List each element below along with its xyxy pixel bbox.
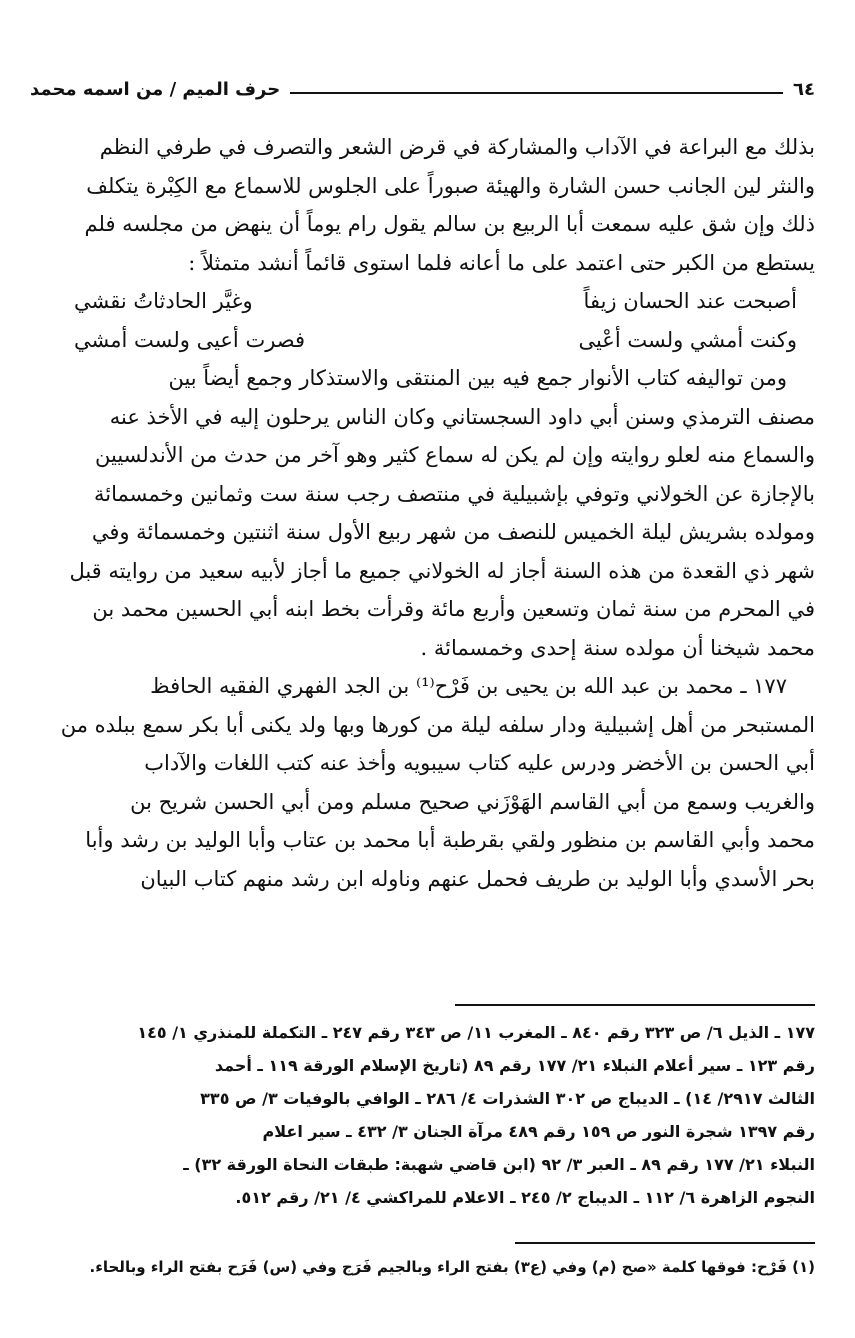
notes-separator [455, 1004, 815, 1006]
text-line: بذلك مع البراعة في الآداب والمشاركة في قرض الشعر والتصرف في طرفي النظم [99, 135, 815, 159]
text-line: والنثر لين الجانب حسن الشارة والهيئة صبوراً على الجلوس للاسماع مع الكِبْرة يتكلف [86, 173, 815, 198]
running-title: حرف الميم / من اسمه محمد [30, 78, 281, 100]
text-line: أبي الحسن بن الأخضر ودرس عليه كتاب سيبويه وأخذ عنه كتب اللغات والآداب [144, 751, 815, 775]
text-line: يستطع من الكبر حتى اعتمد على ما أعانه فلما استوى قائماً أنشد متمثلاً : [188, 250, 815, 275]
running-header [30, 72, 815, 106]
text-line: بحر الأسدي وأبا الوليد بن طريف فحمل عنهم وناوله ابن رشد منهم كتاب البيان [140, 866, 815, 891]
text-line: مصنف الترمذي وسنن أبي داود السجستاني وكان الناس يرحلون إليه في الأخذ عنه [109, 404, 815, 429]
page-number: ٦٤ [793, 78, 815, 100]
footnote: (١) فَرْح: فوقها كلمة «صح (م) وفي (ع٣) بفتح الراء وبالجيم فَرَج وفي (س) فَرَح بفتح الراء وبالحاء. [89, 1258, 815, 1276]
text-line: ذلك وإن شق عليه سمعت أبا الربيع بن سالم يقول رام يوماً أن ينهض من مجلسه فلم [84, 212, 815, 236]
text-line: والغريب وسمع من أبي القاسم الهَوْزَني صحيح مسلم ومن أبي الحسن شريح بن [130, 789, 815, 814]
note-line: رقم ١٢٣ ـ سير أعلام النبلاء ٢١/ ١٧٧ رقم ٨٩ (تاريخ الإسلام الورقة ١١٩ ـ أحمد [214, 1056, 815, 1075]
verse-first-hemistich: أصبحت عند الحسان زيفاً [583, 289, 797, 313]
text-line: والسماع منه لعلو روايته وإن لم يكن له سماع كثير وهو آخر من حدث من الأندلسيين [95, 443, 815, 467]
text-line: المستبحر من أهل إشبيلية ودار سلفه ليلة من كورها وبها ولد يكنى أبا بكر سمع ببلده من [60, 712, 815, 737]
verse-second-hemistich: فصرت أعيى ولست أمشي [74, 327, 306, 352]
note-line: ١٧٧ ـ الذيل ٦/ ص ٣٢٣ رقم ٨٤٠ ـ المغرب ١١/ ص ٣٤٣ رقم ٢٤٧ ـ التكملة للمنذري ١/ ١٤٥ [137, 1023, 815, 1042]
note-line: الثالث ٢٩١٧/ ١٤) ـ الديباج ص ٣٠٢ الشذرات ٤/ ٢٨٦ ـ الوافي بالوفيات ٣/ ص ٣٣٥ [200, 1089, 815, 1108]
text-line: شهر ذي القعدة من هذه السنة أجاز له الخولاني جميع ما أجاز لأبيه سعيد من روايته قبل [69, 558, 815, 583]
source-notes [38, 1016, 815, 1214]
verse-line [38, 282, 815, 321]
header-rule [290, 92, 783, 94]
verse-second-hemistich: وغيَّر الحادثاتُ نقشي [74, 289, 253, 313]
text-line: ومن تواليفه كتاب الأنوار جمع فيه بين المنتقى والاستذكار وجمع أيضاً بين [168, 366, 787, 390]
text-line: في المحرم من سنة ثمان وتسعين وأربع مائة وقرأت بخط ابنه أبي الحسين محمد بن [92, 597, 815, 621]
text-line: محمد شيخنا أن مولده سنة إحدى وخمسمائة . [420, 635, 815, 660]
note-line: النبلاء ٢١/ ١٧٧ رقم ٨٩ ـ العبر ٣/ ٩٢ (ابن قاضي شهبة: طبقات النحاة الورقة ٣٢) ـ [183, 1155, 815, 1174]
entry-heading-line: ١٧٧ ـ محمد بن عبد الله بن يحيى بن فَرْح⁽¹⁾ بن الجد الفهري الفقيه الحافظ [150, 674, 787, 698]
text-line: ومولده بشريش ليلة الخميس للنصف من شهر ربيع الأول سنة اثنتين وخمسمائة وفي [91, 520, 815, 544]
verse-line [38, 321, 815, 360]
verse-first-hemistich: وكنت أمشي ولست أعْيى [578, 327, 797, 352]
footnote-separator [515, 1242, 815, 1244]
main-text [38, 128, 815, 898]
note-line: النجوم الزاهرة ٦/ ١١٢ ـ الديباج ٢/ ٢٤٥ ـ الاعلام للمراكشي ٤/ ٢١/ رقم ٥١٢. [235, 1188, 815, 1207]
text-line: بالإجازة عن الخولاني وتوفي بإشبيلية في منتصف رجب سنة ست وثمانين وخمسمائة [94, 481, 815, 506]
note-line: رقم ١٣٩٧ شجرة النور ص ١٥٩ رقم ٤٨٩ مرآة الجنان ٣/ ٤٣٢ ـ سير اعلام [262, 1122, 815, 1141]
text-line: محمد وأبي القاسم بن منظور ولقي بقرطبة أبا محمد بن عتاب وأبا الوليد بن رشد وأبا [85, 828, 815, 852]
